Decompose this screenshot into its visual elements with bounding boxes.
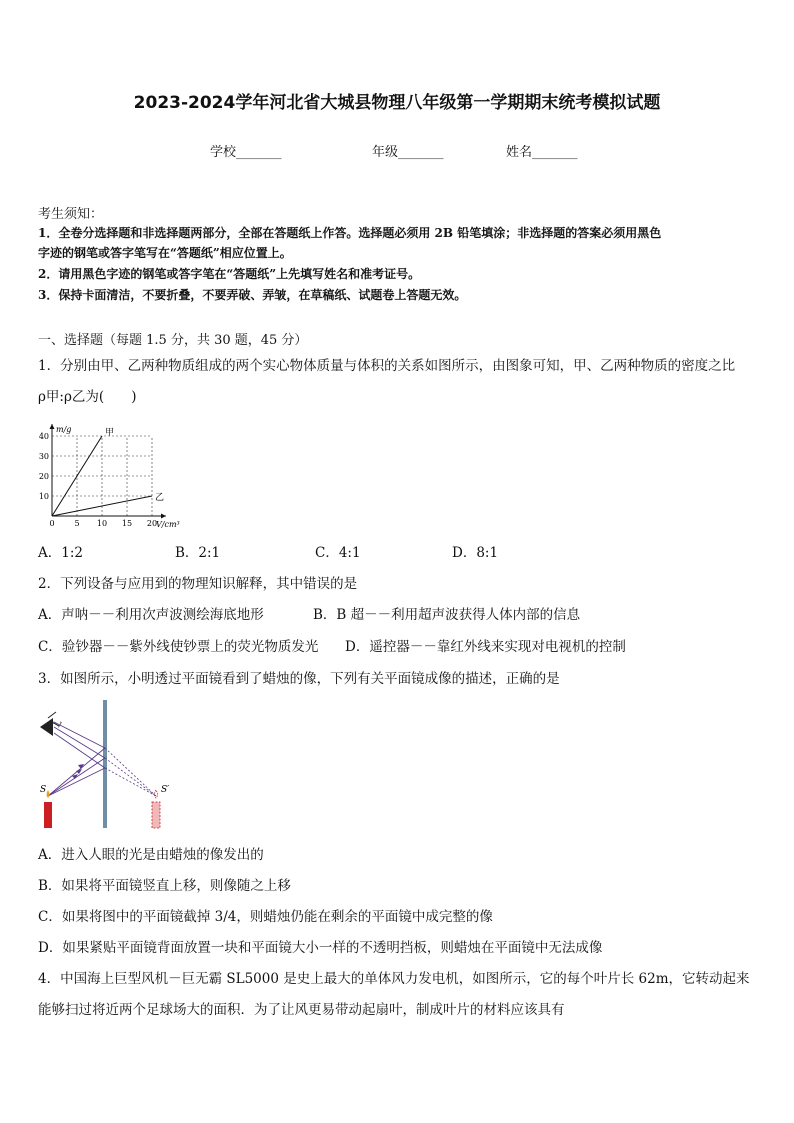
svg-text:L: L: [51, 718, 65, 730]
y-tick-label-30: 30: [38, 452, 49, 461]
q2-option-c: C．验钞器－－紫外线使钞票上的荧光物质发光: [38, 639, 319, 655]
q1-option-a: A．1:2: [38, 545, 83, 561]
chart-y-label: m/g: [56, 425, 72, 434]
y-tick-label-10: 10: [38, 492, 49, 501]
q2-option-b: B．B 超－－利用超声波获得人体内部的信息: [313, 607, 581, 623]
y-tick-label-20: 20: [38, 472, 49, 481]
q2-option-d: D．遥控器－－靠红外线来实现对电视机的控制: [345, 639, 626, 655]
q1-stem-line-2: ρ甲:ρ乙为( ): [38, 389, 137, 405]
series-label-1: 乙: [155, 493, 165, 503]
q4-stem-line-1: 4．中国海上巨型风机－巨无霸 SL5000 是史上最大的单体风力发电机，如图所示，它的每个叶片长 62m，它转动起来: [38, 971, 750, 987]
eye-icon: [40, 712, 65, 736]
x-tick-label-10: 10: [96, 519, 108, 528]
school-field: 学校_______: [210, 145, 282, 160]
q2-option-a: A．声呐－－利用次声波测绘海底地形: [38, 607, 264, 623]
x-tick-label-20: 20: [146, 519, 158, 528]
y-axis-arrow: [50, 424, 55, 429]
plane-mirror: [103, 700, 107, 828]
chart-grid: [52, 436, 152, 516]
mirror-figure: [36, 698, 176, 832]
density-chart: [36, 418, 196, 530]
notice-item-1-line-2: 字迹的钢笔或答字笔写在“答题纸”相应位置上。: [38, 246, 292, 260]
notice-item-1-line-1: 1．全卷分选择题和非选择题两部分，全部在答题纸上作答。选择题必须用 2B 铅笔填涂；非选择题的答案必须用黑色: [38, 226, 662, 240]
chart-axes: [50, 424, 167, 519]
chart-ticks: [39, 432, 157, 528]
chart-x-label: V/cm³: [156, 520, 180, 529]
series-label-0: 甲: [105, 428, 115, 438]
page-title: 2023-2024学年河北省大城县物理八年级第一学期期末统考模拟试题: [133, 93, 661, 113]
q3-option-c: C．如果将图中的平面镜截掉 3/4，则蜡烛仍能在剩余的平面镜中成完整的像: [38, 909, 493, 925]
x-tick-label-0: 0: [49, 519, 55, 528]
q1-stem-line-1: 1．分别由甲、乙两种物质组成的两个实心物体质量与体积的关系如图所示，由图象可知，甲、乙两种物质的密度之比: [38, 358, 736, 374]
q4-stem-line-2: 能够扫过将近两个足球场大的面积．为了让风更易带动起扇叶，制成叶片的材料应该具有: [38, 1002, 565, 1018]
virtual-rays: [105, 748, 156, 796]
notice-heading: 考生须知：: [38, 207, 104, 222]
light-rays: [48, 722, 105, 796]
x-tick-label-15: 15: [121, 519, 133, 528]
q1-option-c: C．4:1: [315, 545, 361, 561]
label-s: S: [40, 785, 47, 795]
x-axis-arrow: [161, 514, 166, 519]
grade-field: 年级_______: [372, 145, 444, 160]
label-s-prime: S′: [161, 785, 170, 795]
q3-option-d: D．如果紧贴平面镜背面放置一块和平面镜大小一样的不透明挡板，则蜡烛在平面镜中无法成像: [38, 940, 603, 956]
y-tick-label-40: 40: [38, 432, 49, 441]
notice-item-2: 2．请用黑色字迹的钢笔或答字笔在“答题纸”上先填写姓名和准考证号。: [38, 267, 421, 281]
q3-option-b: B．如果将平面镜竖直上移，则像随之上移: [38, 878, 291, 894]
q2-stem: 2．下列设备与应用到的物理知识解释，其中错误的是: [38, 576, 358, 592]
chart-series: [52, 427, 164, 516]
name-field: 姓名_______: [506, 145, 578, 160]
q3-option-a: A．进入人眼的光是由蜡烛的像发出的: [38, 847, 264, 863]
ray-arrows: [72, 764, 84, 779]
q1-option-b: B．2:1: [175, 545, 221, 561]
notice-item-3: 3．保持卡面清洁，不要折叠，不要弄破、弄皱，在草稿纸、试题卷上答题无效。: [38, 288, 467, 302]
q3-stem: 3．如图所示，小明透过平面镜看到了蜡烛的像，下列有关平面镜成像的描述，正确的是: [38, 671, 560, 687]
q1-option-d: D．8:1: [452, 545, 499, 561]
x-tick-label-5: 5: [74, 519, 80, 528]
section-heading: 一、选择题（每题 1.5 分，共 30 题，45 分）: [38, 333, 308, 348]
candle: [44, 790, 52, 828]
